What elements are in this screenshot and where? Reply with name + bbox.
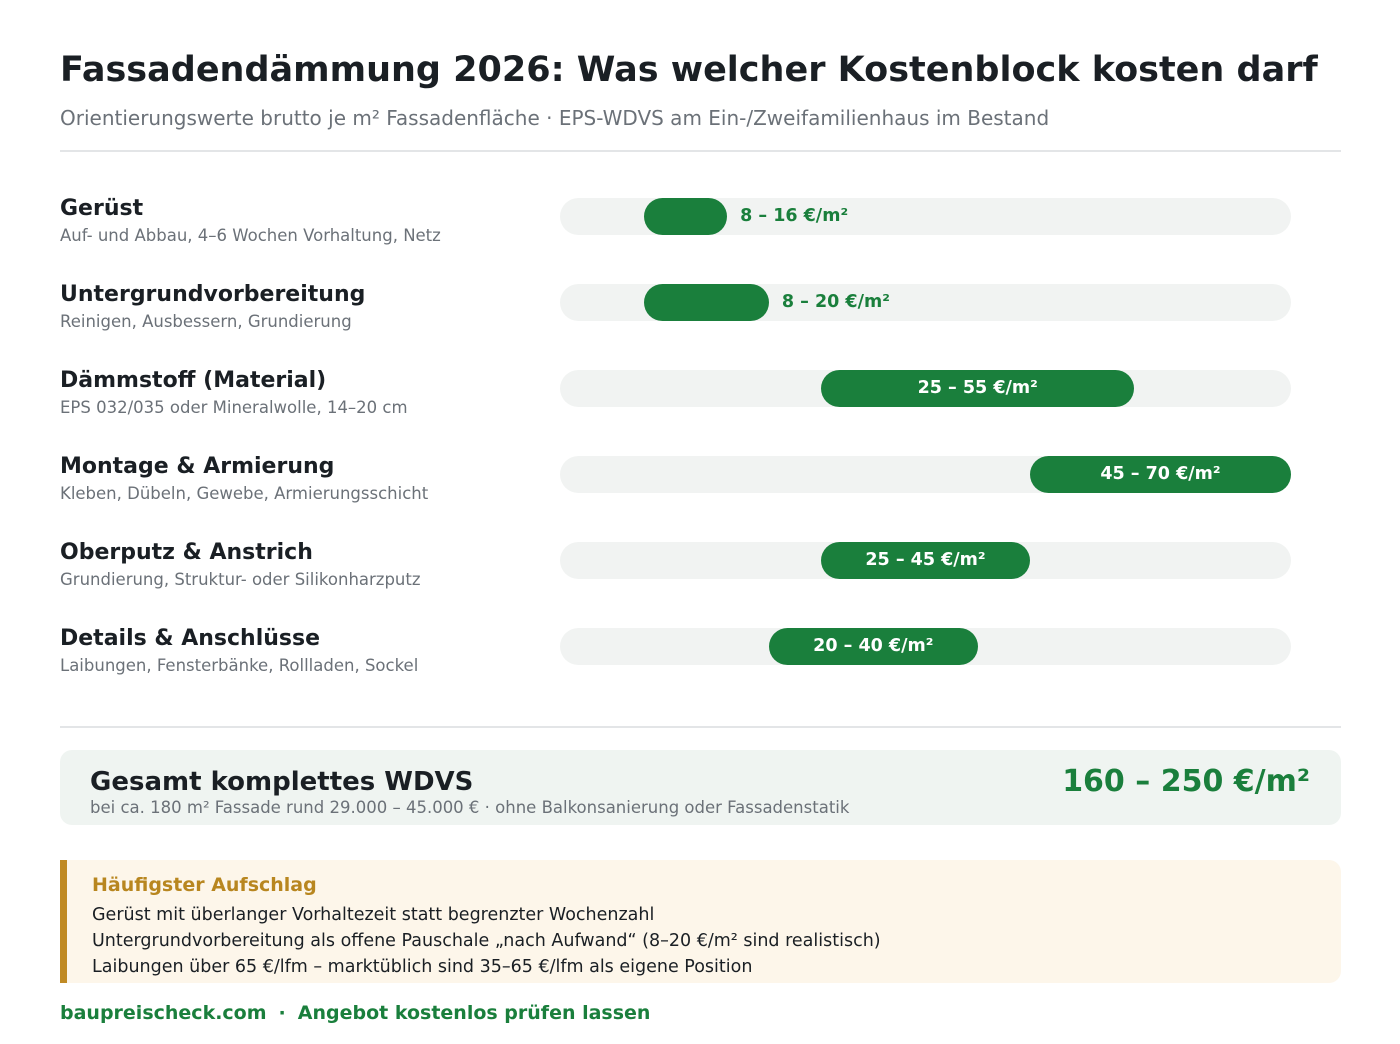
- row-label: [60, 282, 365, 333]
- range-track: [560, 370, 1291, 407]
- cost-block-name: Montage & Armierung: [60, 454, 335, 479]
- cost-block-name: Untergrundvorbereitung: [60, 282, 366, 307]
- row-label: [60, 454, 428, 505]
- range-bar: [644, 284, 769, 321]
- page-subtitle: Orientierungswerte brutto je m² Fassadenfläche · EPS-WDVS am Ein-/Zweifamilienhaus im Bestand: [60, 106, 1050, 130]
- range-value-label: 25 – 45 €/m²: [865, 550, 986, 570]
- cost-block-name: Dämmstoff (Material): [60, 368, 327, 393]
- row-label: [60, 626, 418, 677]
- cost-block-description: Auf- und Abbau, 4–6 Wochen Vorhaltung, Netz: [60, 226, 441, 245]
- range-track: [560, 284, 1291, 321]
- cost-block-description: Kleben, Dübeln, Gewebe, Armierungsschicht: [60, 484, 429, 503]
- cost-block-name: Oberputz & Anstrich: [60, 540, 313, 565]
- bottom-divider: [60, 726, 1341, 728]
- range-track: [560, 628, 1291, 665]
- cost-block-description: Laibungen, Fensterbänke, Rollladen, Sockel: [60, 656, 419, 675]
- warning-callout: [60, 860, 1341, 983]
- warning-line: Gerüst mit überlanger Vorhaltezeit statt begrenzter Wochenzahl: [92, 905, 655, 925]
- warning-title: Häufigster Aufschlag: [92, 874, 317, 896]
- range-track: [560, 542, 1291, 579]
- footer-site-link[interactable]: baupreischeck.com: [60, 1002, 267, 1024]
- top-divider: [60, 150, 1341, 152]
- warning-line: Laibungen über 65 €/lfm – marktüblich sind 35–65 €/lfm als eigene Position: [92, 957, 753, 977]
- range-value-label: 20 – 40 €/m²: [813, 636, 934, 656]
- row-label: [60, 368, 408, 419]
- row-label: [60, 540, 421, 591]
- range-value-label: 25 – 55 €/m²: [917, 378, 1038, 398]
- range-value-label: 8 – 20 €/m²: [781, 292, 890, 312]
- row-label: [60, 196, 441, 247]
- footer-cta-link[interactable]: Angebot kostenlos prüfen lassen: [297, 1002, 651, 1024]
- range-track: [560, 198, 1291, 235]
- cost-block-description: Grundierung, Struktur- oder Silikonharzputz: [60, 570, 421, 589]
- range-track: [560, 456, 1291, 493]
- cost-block-name: Gerüst: [60, 196, 144, 221]
- page-title: Fassadendämmung 2026: Was welcher Kostenblock kosten darf: [60, 50, 1318, 90]
- footer-separator: ·: [278, 1002, 286, 1024]
- total-summary-box: [60, 750, 1341, 825]
- total-note: bei ca. 180 m² Fassade rund 29.000 – 45.000 € · ohne Balkonsanierung oder Fassadenstatik: [90, 798, 850, 817]
- total-value: 160 – 250 €/m²: [1062, 764, 1310, 799]
- range-bar: [644, 198, 728, 235]
- total-label: Gesamt komplettes WDVS: [90, 767, 474, 797]
- range-value-label: 45 – 70 €/m²: [1100, 464, 1221, 484]
- footer: [60, 1002, 650, 1024]
- warning-line: Untergrundvorbereitung als offene Pauschale „nach Aufwand“ (8–20 €/m² sind realistisch): [92, 931, 881, 951]
- cost-block-description: EPS 032/035 oder Mineralwolle, 14–20 cm: [60, 398, 408, 417]
- cost-block-name: Details & Anschlüsse: [60, 626, 321, 651]
- range-value-label: 8 – 16 €/m²: [740, 206, 849, 226]
- cost-block-description: Reinigen, Ausbessern, Grundierung: [60, 312, 352, 331]
